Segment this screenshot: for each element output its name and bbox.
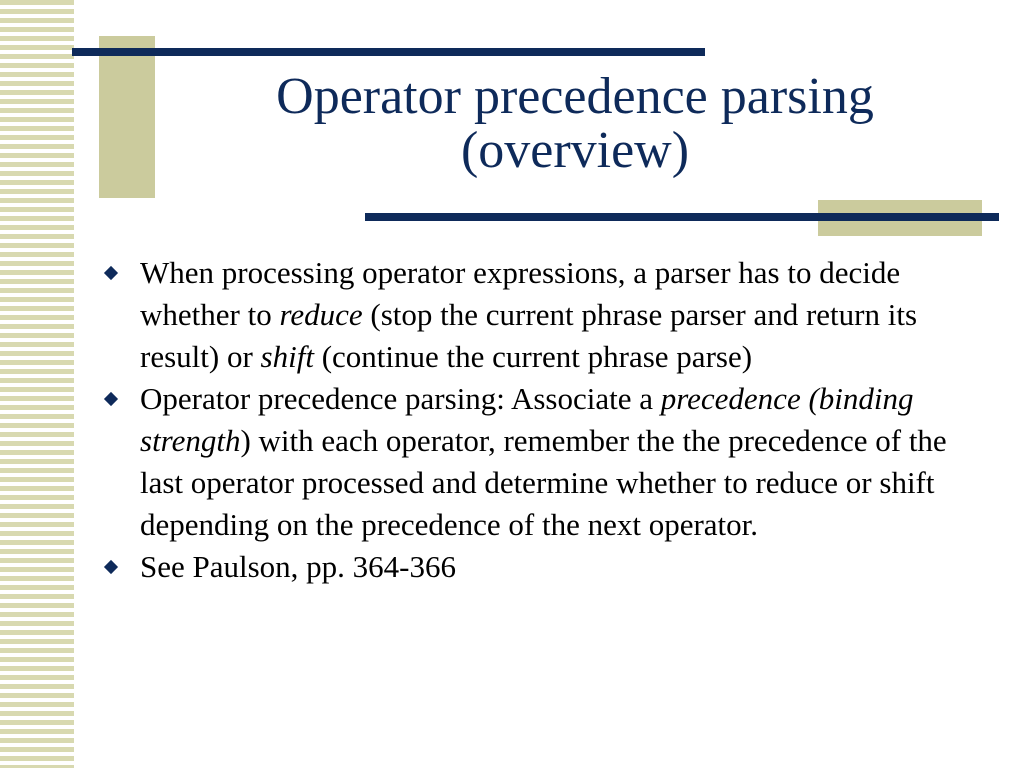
- bullet-emphasis-reduce: reduce: [279, 297, 363, 332]
- bullet-list: [100, 252, 980, 588]
- diamond-bullet-icon: [104, 266, 118, 280]
- bullet-text: (stop the current phrase parser and return its result) or: [140, 297, 918, 374]
- bullet-text: ) with each operator, remember the the precedence of the last operator processed and determine whether to reduce or shift depending on the precedence of the next operator.: [140, 423, 947, 542]
- bullet-item-reference: [100, 546, 980, 588]
- diamond-bullet-icon: [104, 392, 118, 406]
- bullet-text: When processing operator expressions, a parser has to decide whether to: [140, 255, 901, 332]
- bullet-item-reduce-shift: [100, 252, 980, 378]
- bullet-emphasis-precedence: precedence (binding strength: [140, 381, 914, 458]
- title-rule-top: [72, 48, 705, 56]
- title-line-2: (overview): [460, 122, 690, 179]
- bullet-emphasis-shift: shift: [260, 339, 314, 374]
- title-rule-bottom: [365, 213, 999, 221]
- striped-border-decoration: [0, 0, 74, 768]
- tan-accent-block-left: [99, 36, 155, 198]
- title-line-1: Operator precedence parsing: [276, 68, 874, 125]
- bullet-item-precedence: [100, 378, 980, 546]
- bullet-text: Operator precedence parsing: Associate a: [140, 381, 661, 416]
- diamond-bullet-icon: [104, 560, 118, 574]
- slide-title: [160, 70, 990, 178]
- bullet-text: See Paulson, pp. 364-366: [140, 549, 457, 584]
- bullet-text: (continue the current phrase parse): [313, 339, 753, 374]
